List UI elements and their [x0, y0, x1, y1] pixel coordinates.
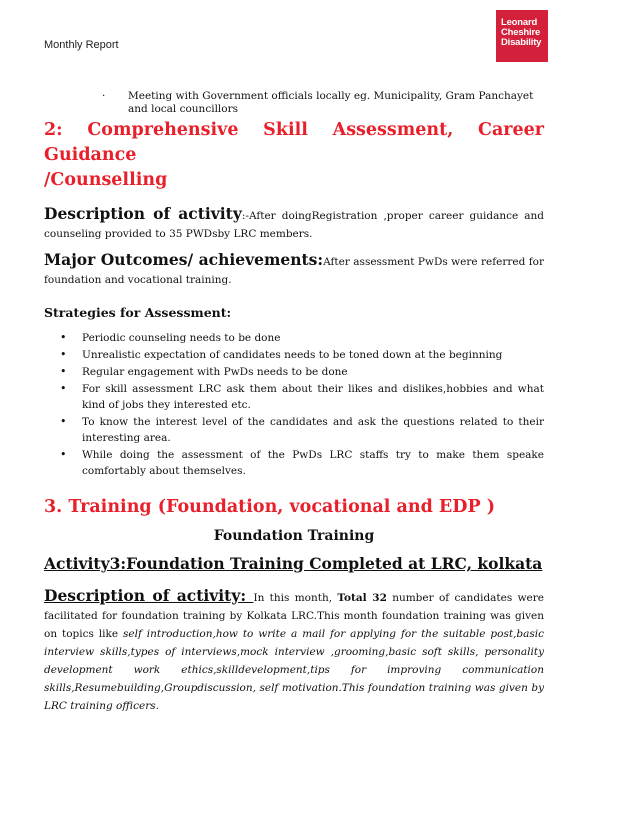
- bullet-dot: •: [60, 415, 67, 428]
- outcomes-label: Major Outcomes/ achievements:: [44, 250, 324, 269]
- section2-outcomes: [44, 251, 544, 289]
- desc-total-count: Total 32: [337, 592, 387, 604]
- section2-heading-line2: /Counselling: [44, 170, 168, 190]
- list-item: [44, 414, 544, 446]
- leonard-cheshire-logo: [496, 10, 548, 62]
- report-header-title: Monthly Report: [44, 39, 119, 51]
- document-body: [44, 90, 544, 715]
- list-item: [44, 381, 544, 413]
- strategy-text: Periodic counseling needs to be done: [82, 332, 281, 344]
- desc-topics-italic: self introduction,how to write a mail for applying for the suitable post,basic interview skills,types of interviews,mock interview ,grooming,basic soft skills, personality development work ethics,skilldevelopment,tips for improving communication skills,Resumebuilding,Groupdiscussion, self motivation.This foundation training was given by LRC training officers.: [44, 628, 545, 712]
- outcomes-text: After assessment PwDs were referred for foundation and vocational training.: [44, 256, 544, 286]
- strategy-text: For skill assessment LRC ask them about their likes and dislikes,hobbies and what kind of jobs they interested etc.: [82, 383, 544, 411]
- strategy-text: Regular engagement with PwDs needs to be done: [82, 366, 348, 378]
- description-separator: :-: [241, 210, 249, 222]
- top-bullet-text: Meeting with Government officials locally eg. Municipality, Gram Panchayet and local councillors: [128, 90, 534, 115]
- list-item: [44, 447, 544, 479]
- activity-description-label: Description of activity:: [44, 586, 254, 605]
- section2-description: [44, 205, 544, 243]
- section3-description: [44, 587, 544, 715]
- strategies-list: [44, 330, 544, 479]
- activity3-title: Activity3:Foundation Training Completed at LRC, kolkata: [44, 554, 543, 573]
- bullet-dot: •: [60, 365, 67, 378]
- bullet-dot: •: [60, 382, 67, 395]
- list-item: [44, 330, 544, 346]
- logo-line-3: Disability: [501, 37, 542, 48]
- strategy-text: Unrealistic expectation of candidates needs to be toned down at the beginning: [82, 349, 503, 361]
- desc-part-1: In this month,: [253, 592, 338, 604]
- bullet-dot: •: [60, 331, 67, 344]
- desc-part-2: number of candidates were facilitated for foundation training by Kolkata LRC.This month foundation training was given on topics like: [44, 592, 544, 640]
- bullet-dot: •: [60, 348, 67, 361]
- section2-heading-line1: 2: Comprehensive Skill Assessment, Career Guidance: [44, 120, 544, 165]
- strategy-text: While doing the assessment of the PwDs LRC staffs try to make them speake comfortably about themselves.: [82, 449, 544, 477]
- section3-heading: 3. Training (Foundation, vocational and EDP ): [44, 497, 495, 517]
- description-label: Description of activity: [44, 204, 242, 223]
- top-bullet-item: [44, 90, 544, 116]
- list-item: [44, 347, 544, 363]
- strategy-text: To know the interest level of the candidates and ask the questions related to their interesting area.: [82, 416, 544, 444]
- list-item: [44, 364, 544, 380]
- bullet-marker: ·: [102, 90, 106, 102]
- bullet-dot: •: [60, 448, 67, 461]
- foundation-training-subheading: Foundation Training: [213, 528, 375, 544]
- logo-line-2: Cheshire: [501, 27, 541, 38]
- description-text: After doingRegistration ,proper career guidance and counseling provided to 35 PWDsby LRC members.: [44, 210, 545, 240]
- logo-line-1: Leonard: [501, 17, 538, 28]
- strategies-heading: Strategies for Assessment:: [44, 305, 232, 320]
